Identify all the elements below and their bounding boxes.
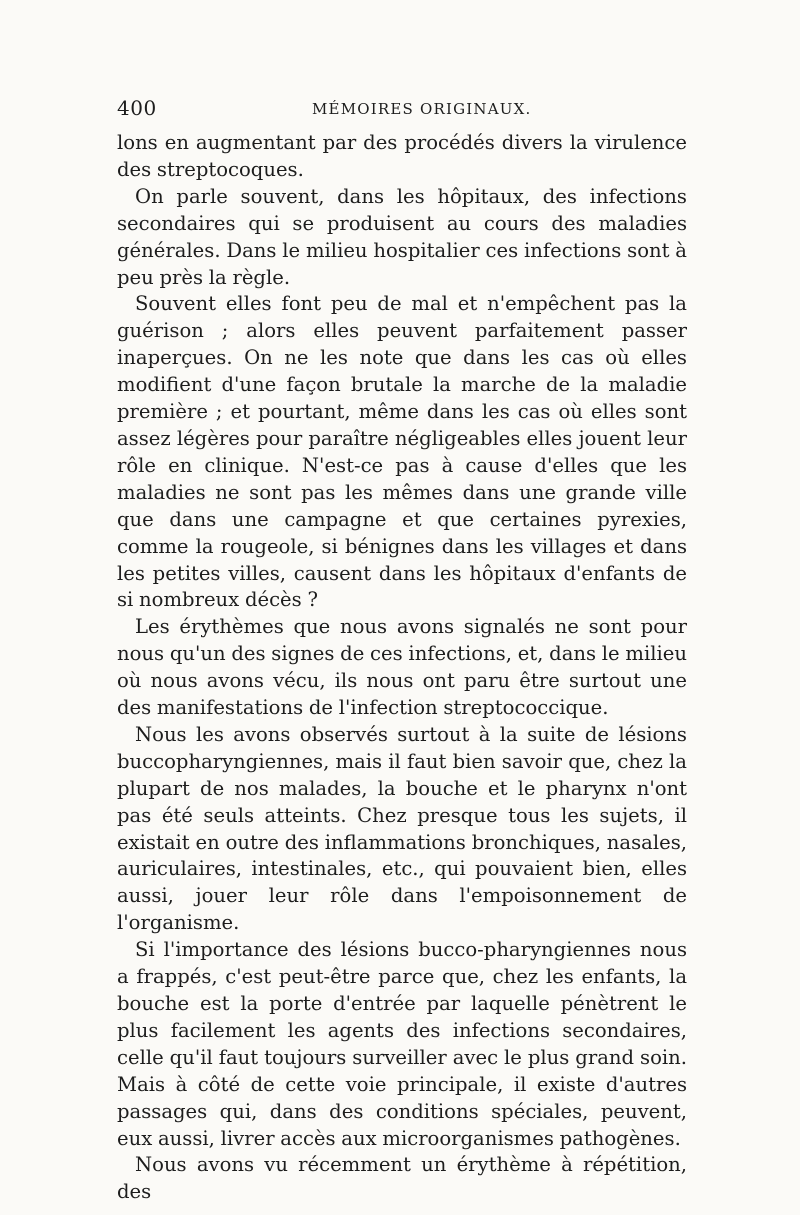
paragraph-3: Souvent elles font peu de mal et n'empêchent pas la guérison ; alors elles peuvent parfaitement passer inaperçues. On ne les note que dans les cas où elles modifient d'une façon brutale la marche de la maladie première ; et pourtant, même dans les cas où elles sont assez légères pour paraître négligeables elles jouent leur rôle en clinique. N'est-ce pas à cause d'elles que les maladies ne sont pas les mêmes dans une grande ville que dans une campagne et que certaines pyrexies, comme la rougeole, si bénignes dans les villages et dans les petites villes, causent dans les hôpitaux d'enfants de si nombreux décès ?	[117, 292, 687, 612]
paragraph-6: Si l'importance des lésions bucco-pharyngiennes nous a frappés, c'est peut-être parce que, chez les enfants, la bouche est la porte d'entrée par laquelle pénètrent le plus facilement les agents des infections secondaires, celle qu'il faut toujours surveiller avec le plus grand soin. Mais à côté de cette voie principale, il existe d'autres passages qui, dans des conditions spéciales, peuvent, eux aussi, livrer accès aux microorganismes pathogènes.	[117, 938, 687, 1150]
paragraph-4: Les érythèmes que nous avons signalés ne sont pour nous qu'un des signes de ces infections, et, dans le milieu où nous avons vécu, ils nous ont paru être surtout une des manifestations de l'infection streptococcique.	[117, 615, 687, 720]
page-number: 400	[117, 96, 157, 120]
paragraph-1: lons en augmentant par des procédés divers la virulence des streptocoques.	[117, 131, 687, 181]
running-title: MÉMOIRES ORIGINAUX.	[312, 100, 532, 118]
running-header	[117, 92, 685, 126]
paragraph-5: Nous les avons observés surtout à la suite de lésions buccopharyngiennes, mais il faut bien savoir que, chez la plupart de nos malades, la bouche et le pharynx n'ont pas été seuls atteints. Chez presque tous les sujets, il existait en outre des inflammations bronchiques, nasales, auriculaires, intestinales, etc., qui pouvaient bien, elles aussi, jouer leur rôle dans l'empoisonnement de l'organisme.	[117, 722, 687, 935]
paragraph-2: On parle souvent, dans les hôpitaux, des infections secondaires qui se produisent au cours des maladies générales. Dans le milieu hospitalier ces infections sont à peu près la règle.	[117, 184, 687, 289]
paragraph-7: Nous avons vu récemment un érythème à répétition, des	[117, 1153, 687, 1204]
body-text	[117, 130, 687, 1206]
